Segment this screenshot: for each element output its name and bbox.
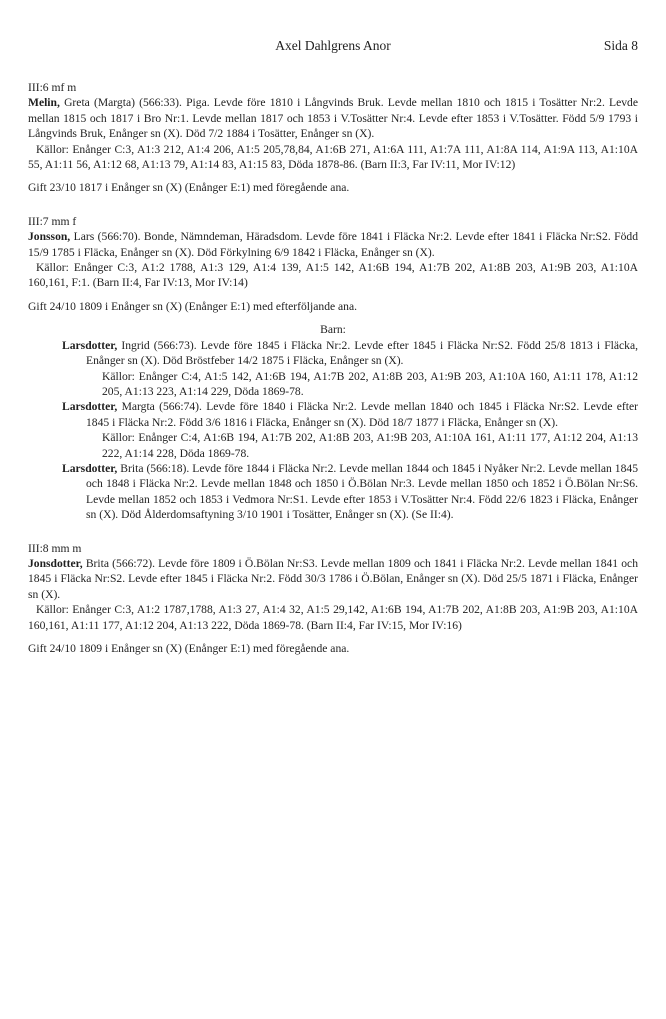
child-details: Ingrid (566:73). Levde före 1845 i Fläcka Nr:2. Levde efter 1845 i Fläcka Nr:S2. Född 25/8 1813 i Fläcka, Enånger sn (X). Död Bröstfeber 14/2 1875 i Fläcka, Enånger sn (X).: [86, 338, 638, 368]
ancestor-entry: [28, 80, 638, 196]
person-details: Greta (Margta) (566:33). Piga. Levde före 1810 i Långvinds Bruk. Levde mellan 1810 och 1815 i Tosätter Nr:2. Levde mellan 1815 och 1817 i Bro Nr:1. Levde mellan 1817 och 1853 i V.Tosätter Nr:4. Levde efter 1853 i V.Tosätter. Född 5/9 1793 i Långvinds Bruk, Enånger sn (X). Död 7/2 1884 i Tosätter, Enånger sn (X).: [28, 96, 638, 141]
child-name: Larsdotter,: [62, 461, 118, 475]
page-number: Sida 8: [603, 38, 638, 53]
entry-sources: Källor: Enånger C:3, A1:2 1787,1788, A1:3 27, A1:4 32, A1:5 29,142, A1:6B 194, A1:7B 202, A1:8B 203, A1:9B 203, A1:10A 160,161, A1:11 177, A1:12 204, A1:13 222, Döda 1869-78. (Barn II:4, Far IV:15, Mor IV:16): [28, 603, 638, 632]
ancestor-entry: [28, 541, 638, 657]
document-page: [28, 38, 638, 656]
marriage-note: Gift 23/10 1817 i Enånger sn (X) (Enånger E:1) med föregående ana.: [28, 181, 350, 195]
child-name: Larsdotter,: [62, 400, 118, 414]
entry-sources: Källor: Enånger C:3, A1:3 212, A1:4 206, A1:5 205,78,84, A1:6B 271, A1:6A 111, A1:7A 111, A1:8A 114, A1:9A 113, A1:10A 55, A1:11 56, A1:12 68, A1:13 79, A1:14 83, A1:15 83, Döda 1878-86. (Barn II:3, Far IV:11, Mor IV:12): [28, 142, 638, 172]
ancestor-entry: [28, 214, 638, 523]
children-heading: Barn:: [320, 323, 346, 337]
marriage-note: Gift 24/10 1809 i Enånger sn (X) (Enånger E:1) med efterföljande ana.: [28, 299, 358, 313]
person-name: Melin,: [28, 96, 60, 110]
children-list: [62, 338, 638, 523]
child-name: Larsdotter,: [62, 338, 118, 352]
entry-code: III:8 mm m: [28, 541, 82, 555]
child-sources: Källor: Enånger C:4, A1:5 142, A1:6B 194, A1:7B 202, A1:8B 203, A1:9B 203, A1:10A 160, A1:11 178, A1:12 205, A1:13 223, A1:14 229, Döda 1869-78.: [102, 369, 638, 398]
document-title: Axel Dahlgrens Anor: [275, 38, 391, 53]
person-details: Brita (566:72). Levde före 1809 i Ö.Bölan Nr:S3. Levde mellan 1809 och 1841 i Fläcka Nr:2. Levde mellan 1841 och 1845 i Fläcka Nr:S2. Levde efter 1845 i Fläcka Nr:2. Född 30/3 1786 i Ö.Bölan, Enånger sn (X). Död 25/5 1871 i Fläcka, Enånger sn (X).: [28, 556, 638, 601]
person-details: Lars (566:70). Bonde, Nämndeman, Häradsdom. Levde före 1841 i Fläcka Nr:2. Levde efter 1841 i Fläcka Nr:S2. Född 15/9 1785 i Fläcka, Enånger sn (X). Död Förkylning 6/9 1842 i Fläcka, Enånger sn (X).: [28, 230, 639, 259]
entry-code: III:6 mf m: [28, 81, 77, 94]
child-details: Brita (566:18). Levde före 1844 i Fläcka Nr:2. Levde mellan 1844 och 1845 i Nyåker Nr:2. Levde mellan 1845 och 1848 i Fläcka Nr:2. Levde mellan 1848 och 1850 i Ö.Bölan Nr:3. Levde mellan 1850 och 1852 i Ö.Bölan Nr:S6. Levde mellan 1852 och 1853 i Vedmora Nr:S1. Levde efter 1853 i V.Tosätter Nr:4. Född 22/6 1823 i Fläcka, Enånger sn (X). Död Ålderdomsaftyning 3/10 1901 i Tosätter, Enånger sn (X). (Se II:4).: [86, 461, 638, 522]
person-name: Jonsdotter,: [28, 556, 83, 570]
page-header: [28, 38, 638, 60]
child-details: Margta (566:74). Levde före 1840 i Fläcka Nr:2. Levde mellan 1840 och 1845 i Fläcka Nr:S2. Levde efter 1845 i Fläcka Nr:2. Född 3/6 1816 i Fläcka, Enånger sn (X). Död 18/7 1877 i Fläcka, Enånger sn (X).: [86, 400, 638, 429]
entry-text: [28, 95, 638, 141]
entry-code: III:7 mm f: [28, 214, 77, 228]
marriage-note: Gift 24/10 1809 i Enånger sn (X) (Enånger E:1) med föregående ana.: [28, 642, 350, 655]
entry-sources: Källor: Enånger C:3, A1:2 1788, A1:3 129, A1:4 139, A1:5 142, A1:6B 194, A1:7B 202, A1:8B 203, A1:9B 203, A1:10A 160,161, F:1. (Barn II:4, Far IV:13, Mor IV:14): [28, 261, 638, 290]
entry-text: [28, 556, 638, 602]
child-entry: [62, 338, 638, 400]
child-entry: [62, 461, 638, 523]
child-entry: [62, 399, 638, 461]
child-sources: Källor: Enånger C:4, A1:6B 194, A1:7B 202, A1:8B 203, A1:9B 203, A1:10A 161, A1:11 177, A1:12 204, A1:13 222, A1:14 228, Döda 1869-78.: [102, 431, 638, 460]
entry-text: [28, 229, 638, 260]
person-name: Jonsson,: [28, 230, 71, 244]
